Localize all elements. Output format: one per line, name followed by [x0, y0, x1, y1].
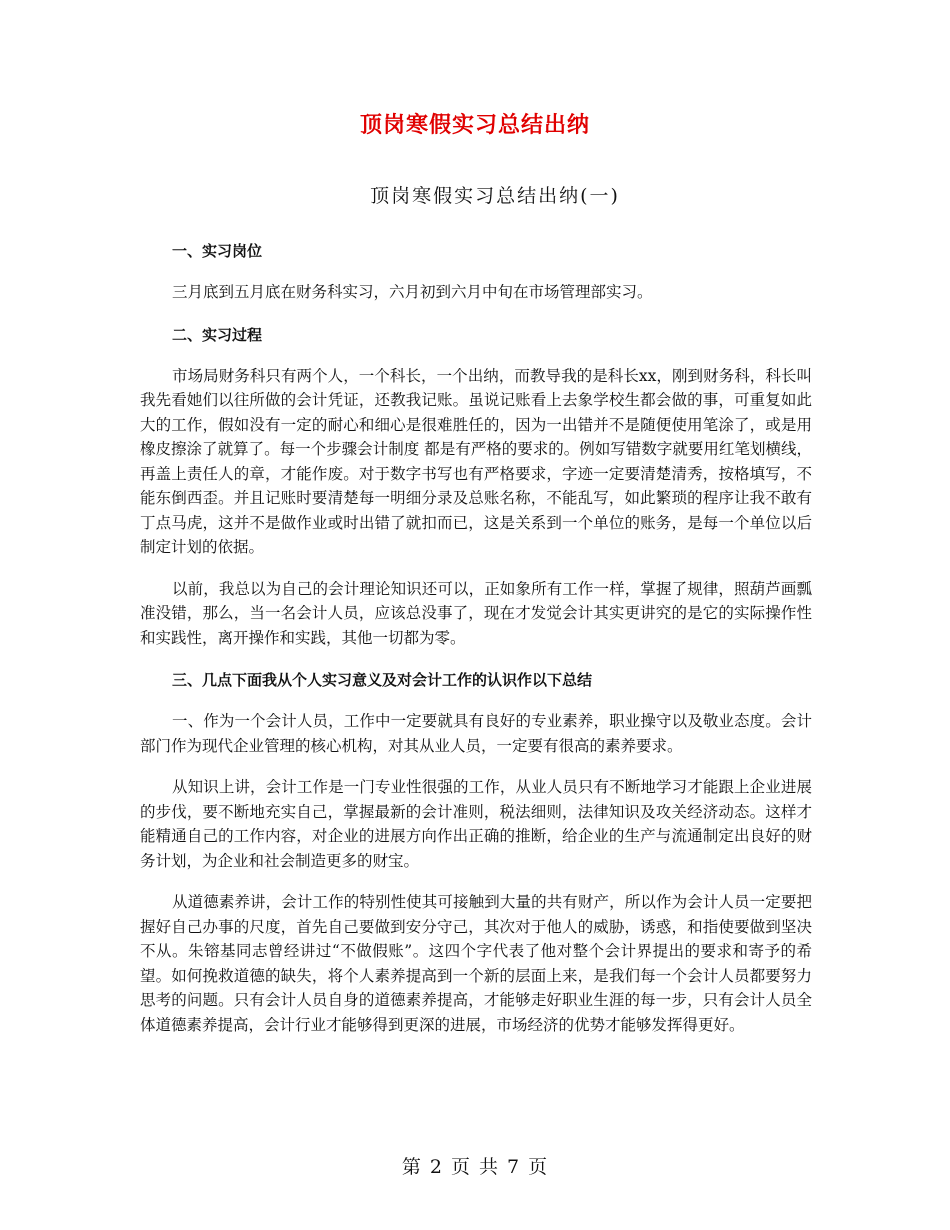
footer-page-word: 页 [450, 1156, 471, 1178]
paragraph-theory-practice: 以前，我总以为自己的会计理论知识还可以，正如象所有工作一样，掌握了规律，照葫芦画瓢准没错，那么，当一名会计人员，应该总没事了，现在才发觉会计其实更讲究的是它的实际操作性和实践性，离开操作和实践，其他一切都为零。 [140, 579, 812, 647]
paragraph-knowledge: 从知识上讲，会计工作是一门专业性很强的工作，从业人员只有不断地学习才能跟上企业进展的步伐，要不断地充实自己，掌握最新的会计准则，税法细则，法律知识及攻关经济动态。这样才能精通自己的工作内容，对企业的进展方向作出正确的推断，给企业的生产与流通制定出良好的财务计划，为企业和社会制造更多的财宝。 [140, 778, 812, 870]
paragraph-professional-quality: 一、作为一个会计人员，工作中一定要就具有良好的专业素养，职业操守以及敬业态度。会计部门作为现代企业管理的核心机构，对其从业人员，一定要有很高的素养要求。 [140, 712, 812, 755]
paragraph-finance-dept: 市场局财务科只有两个人，一个科长，一个出纳，而教导我的是科长xx，刚到财务科，科长叫我先看她们以往所做的会计凭证，还教我记账。虽说记账看上去象学校生都会做的事，可重复如此大的工作，假如没有一定的耐心和细心是很难胜任的，因为一出错并不是随便使用笔涂了，或是用橡皮擦涂了就算了。每一个步骤会计制度 都是有严格的要求的。例如写错数字就要用红笔划横线，再盖上责任人的章，才能作废。对于数字书写也有严格要求，字迹一定要清楚清秀，按格填写，不能东倒西歪。并且记账时要清楚每一明细分录及总账名称，不能乱写，如此繁琐的程序让我不敢有丁点马虎，这并不是做作业或时出错了就扣而已，这是关系到一个单位的账务，是每一个单位以后制定计划的依据。 [140, 366, 812, 556]
document-body [140, 238, 812, 1054]
footer-page-number: 2 [429, 1156, 443, 1178]
footer-prefix: 第 [401, 1156, 422, 1178]
paragraph-ethics: 从道德素养讲，会计工作的特别性使其可接触到大量的共有财产，所以作为会计人员一定要把握好自己办事的尺度，首先自己要做到安分守己，其次对于他人的威胁，诱惑，和指使要做到坚决不从。朱镕基同志曾经讲过“不做假账”。这四个字代表了他对整个会计界提出的要求和寄予的希望。如何挽救道德的缺失，将个人素养提高到一个新的层面上来，是我们每一个会计人员都要努力思考的问题。只有会计人员自身的道德素养提高，才能够走好职业生涯的每一步，只有会计人员全体道德素养提高，会计行业才能够得到更深的进展，市场经济的优势才能够发挥得更好。 [140, 893, 812, 1034]
section-heading-position: 一、实习岗位 [172, 242, 263, 260]
paragraph-internship-position: 三月底到五月底在财务科实习，六月初到六月中旬在市场管理部实习。 [172, 283, 653, 301]
document-title: 顶岗寒假实习总结出纳 [359, 113, 590, 138]
section-heading-process: 二、实习过程 [172, 325, 263, 344]
footer-total-prefix: 共 [479, 1156, 500, 1178]
footer-total-pages: 7 [507, 1156, 521, 1178]
page-footer [0, 1152, 950, 1179]
document-subtitle: 顶岗寒假实习总结出纳(一) [370, 185, 620, 207]
footer-suffix: 页 [528, 1156, 549, 1178]
section-heading-summary: 三、几点下面我从个人实习意义及对会计工作的认识作以下总结 [172, 671, 593, 689]
